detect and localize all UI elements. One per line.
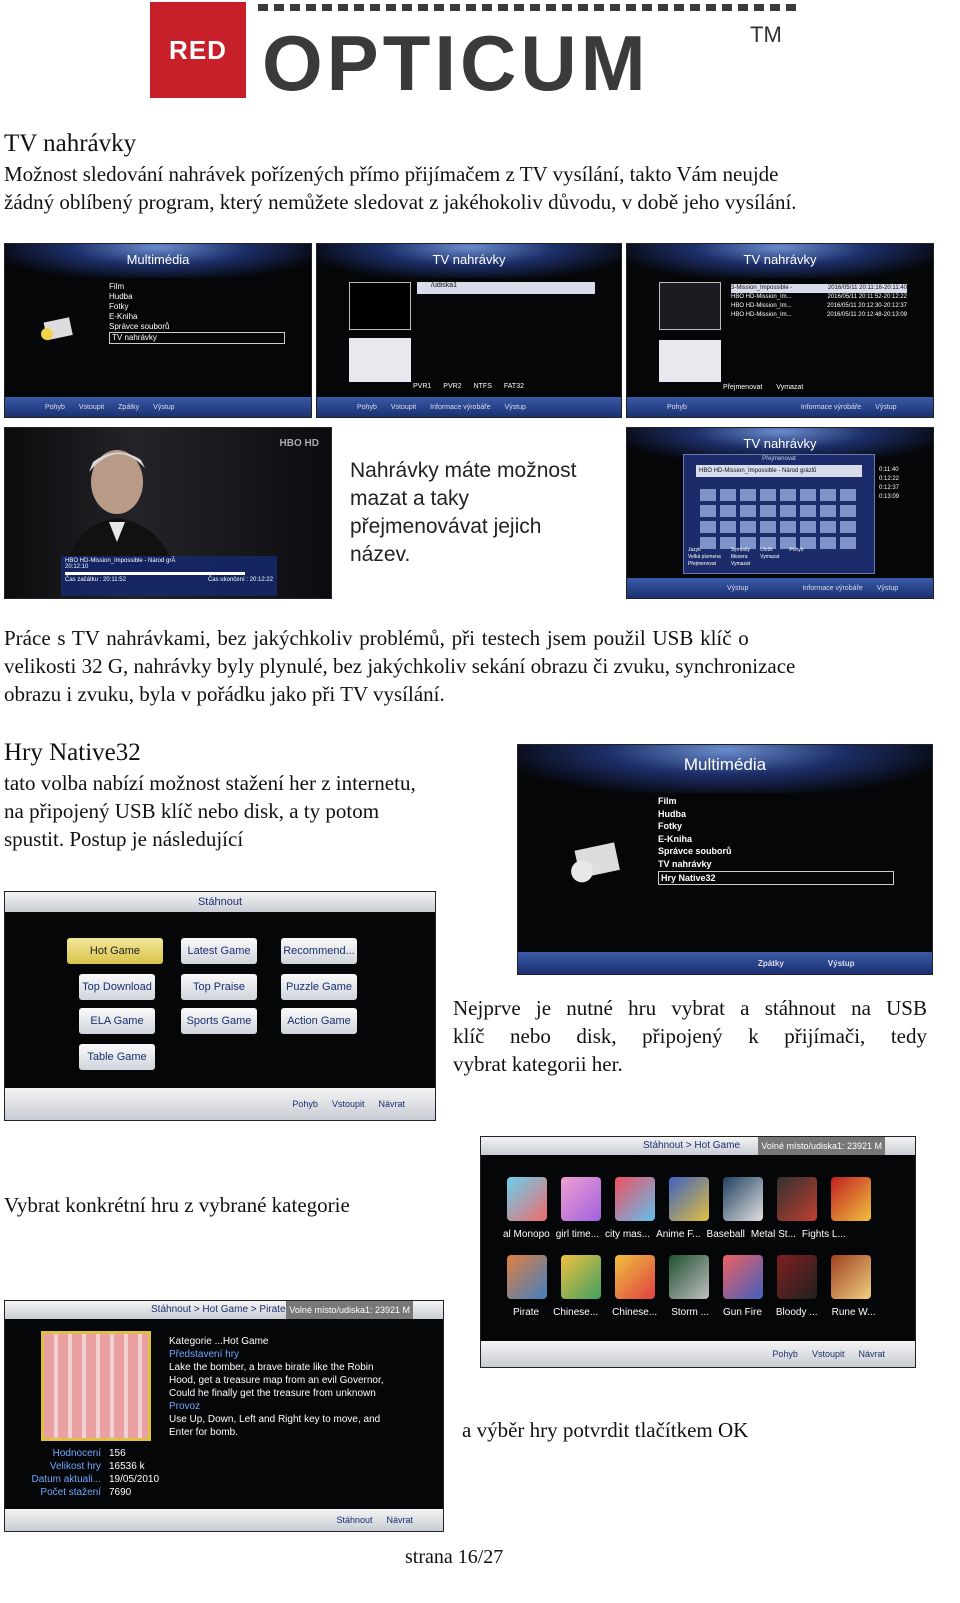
section-text-line: žádný oblíbený program, který nemůžete sledovat z jakéhokoliv důvodu, v době jeho vysílání. — [4, 190, 797, 214]
screen-title: Multimédia — [518, 745, 932, 793]
game-thumb[interactable] — [723, 1255, 763, 1299]
menu-item-file-manager[interactable]: Správce souborů — [658, 846, 732, 857]
caption-confirm-ok: a výběr hry potvrdit tlačítkem OK — [462, 1418, 749, 1442]
hint-exit: Výstup — [876, 584, 899, 592]
intro-label: Představení hry — [169, 1349, 240, 1360]
game-category: Kategorie ...Hot Game — [169, 1336, 269, 1347]
end-time: Čas ukončení : 20:12:22 — [207, 577, 273, 583]
category-sports-game[interactable]: Sports Game — [181, 1008, 257, 1034]
rename-field[interactable]: HBO HD-Mission_Impossible - Národ grázlů — [696, 465, 862, 477]
folder-name: /udiska1 — [431, 282, 458, 289]
category-action-game[interactable]: Action Game — [281, 1008, 357, 1034]
screenshot-download-categories — [4, 891, 436, 1121]
free-space: Volné místo/udiska1: 23921 M — [758, 1137, 885, 1155]
screen-title: Stáhnout — [5, 892, 435, 912]
menu-list — [658, 795, 894, 885]
preview-box — [659, 282, 721, 330]
hint-exit: Výstup — [504, 403, 526, 411]
category-top-download[interactable]: Top Download — [79, 974, 155, 1000]
menu-item-ebook[interactable]: E-Kniha — [109, 312, 138, 321]
hint-enter: Vstoupit — [78, 403, 105, 411]
menu-item-music[interactable]: Hudba — [658, 808, 686, 819]
recording-list — [731, 284, 907, 320]
logo-trademark: TM — [750, 22, 782, 47]
keyboard-grid[interactable] — [700, 489, 856, 549]
game-thumb[interactable] — [669, 1255, 709, 1299]
screenshot-multimedia-games — [517, 744, 933, 975]
hint-move: Pohyb — [357, 403, 377, 411]
logo-dot-pattern — [258, 4, 796, 11]
game-screenshot — [41, 1331, 151, 1441]
screen-title: TV nahrávky — [627, 428, 933, 462]
game-thumb[interactable] — [561, 1177, 601, 1221]
folder-row[interactable] — [417, 282, 595, 294]
screenshot-tv-recordings-folder — [316, 243, 622, 418]
category-hot-game[interactable]: Hot Game — [67, 938, 163, 964]
recording-row[interactable]: HBO HD-Mission_Im... 2016/05/11 20:12:48-20:13:09 — [731, 312, 907, 318]
category-puzzle-game[interactable]: Puzzle Game — [281, 974, 357, 1000]
menu-item-music[interactable]: Hudba — [109, 292, 133, 301]
program-title: HBO HD-Mission_Impossible - Národ grÃ — [65, 558, 176, 564]
screen-header — [481, 1137, 915, 1155]
screen-title: TV nahrávky — [317, 244, 621, 278]
screen-footer — [317, 397, 621, 417]
logo-badge: RED — [150, 2, 246, 98]
recording-row[interactable]: HBO HD-Mission_Im... 2016/05/11 20:12:30-20:12:37 — [731, 303, 907, 309]
hint-return: Návrat — [386, 1515, 413, 1525]
game-thumb[interactable] — [507, 1177, 547, 1221]
hint-exit: Výstup — [153, 403, 175, 411]
elapsed-time: 20:12:10 — [65, 564, 89, 570]
hint-info: Informace výrobáře — [430, 403, 491, 411]
section-heading-tv-recordings: TV nahrávky — [4, 130, 137, 157]
section-text-line: tato volba nabízí možnost stažení her z internetu, — [4, 771, 416, 795]
caption-select-game: Vybrat konkrétní hru z vybrané kategorie — [4, 1193, 350, 1217]
game-thumb[interactable] — [615, 1177, 655, 1221]
legend-pvr1: PVR1 — [413, 383, 432, 390]
category-recommend[interactable]: Recommend... — [281, 938, 357, 964]
logo-wordmark: OPTICUM — [262, 19, 650, 107]
screen-footer — [518, 952, 932, 974]
section-text-line: spustit. Postup je následující — [4, 827, 244, 851]
game-info: Kategorie ...Hot Game Představení hry Lake the bomber, a brave birate like the Robin Hood, get a treasure map from an evil Governor, Could he finally get the treasure from unknown Provoz Use Up, Down, Left and Right key to move, and Enter for bomb. — [169, 1336, 384, 1438]
game-thumb[interactable] — [723, 1177, 763, 1221]
menu-item-tv-recordings[interactable]: TV nahrávky — [109, 332, 285, 344]
start-time: Čas začátku : 20:11:52 — [65, 577, 126, 583]
section-heading-games: Hry Native32 — [4, 739, 141, 766]
preview-box — [349, 282, 411, 330]
info-box — [659, 340, 721, 382]
caption-rename-delete: Nahrávky máte možnost mazat a taky přejmenovávat jejich název. — [350, 459, 577, 566]
screen-title: Multimédia — [5, 244, 311, 278]
hint-exit: Výstup — [727, 584, 749, 592]
game-thumb[interactable] — [831, 1255, 871, 1299]
hint-enter: Vstoupit — [331, 1099, 365, 1109]
hint-exit: Výstup — [827, 958, 855, 968]
screen-title: TV nahrávky — [627, 244, 933, 278]
hint-move: Pohyb — [667, 403, 687, 411]
menu-item-file-manager[interactable]: Správce souborů — [109, 322, 170, 331]
screenshot-game-list — [480, 1136, 916, 1368]
legend-fat32: FAT32 — [503, 383, 524, 390]
legend-pvr2: PVR2 — [443, 383, 462, 390]
breadcrumb: Stáhnout > Hot Game > Pirate — [151, 1304, 286, 1315]
page-number: strana 16/27 — [405, 1546, 504, 1568]
section-text-line: na připojený USB klíč nebo disk, a ty potom — [4, 799, 380, 823]
menu-item-film[interactable]: Film — [109, 282, 125, 291]
screen-footer — [481, 1341, 915, 1367]
category-top-praise[interactable]: Top Praise — [181, 974, 257, 1000]
free-space: Volné místo/udiska1: 23921 M — [286, 1301, 413, 1319]
action-legend — [723, 384, 803, 391]
legend-delete: Vymazat — [776, 384, 804, 391]
control-label: Provoz — [169, 1401, 201, 1412]
screenshot-rename-keyboard — [626, 427, 934, 599]
progress-bar[interactable] — [65, 572, 245, 575]
key-legend: Jazyk Symboly Uložit Pohyb Velká písmena Mezera Vymazat Přejmenovat Vymazat — [688, 547, 804, 567]
section-text-line: Práce s TV nahrávkami, bez jakýchkoliv problémů, při testech jsem použil USB klíč o — [4, 626, 749, 650]
menu-item-ebook[interactable]: E-Kniha — [658, 833, 693, 844]
screen-footer — [5, 1088, 435, 1120]
section-text-line: obrazu i zvuku, byla v pořádku jako při TV vysílání. — [4, 682, 445, 706]
breadcrumb: Stáhnout > Hot Game — [643, 1140, 741, 1151]
keyboard-panel — [683, 454, 875, 574]
film-reel-icon — [564, 831, 628, 887]
menu-item-film[interactable]: Film — [658, 796, 677, 806]
screen-footer — [5, 397, 311, 417]
screen-footer — [5, 1509, 443, 1531]
menu-item-photos[interactable]: Fotky — [658, 821, 683, 832]
time-column: 0:11:40 0:12:22 0:12:37 0:13:09 — [879, 467, 900, 500]
menu-item-photos[interactable]: Fotky — [109, 302, 129, 311]
hint-enter: Vstoupit — [390, 403, 417, 411]
game-row — [507, 1255, 871, 1299]
panel-subtitle: Přejmenovat — [762, 456, 796, 462]
game-thumb[interactable] — [669, 1177, 709, 1221]
game-labels-row: Pirate Chinese... Chinese... Storm ... Gun Fire Bloody ... Rune W... — [513, 1307, 876, 1318]
storage-legend — [413, 383, 524, 390]
screenshot-multimedia-menu — [4, 243, 312, 418]
caption-select-category: Nejprve je nutné hru vybrat a stáhnout na USB klíč nebo disk, připojený k přijímači, tedy vybrat kategorii her. — [453, 996, 927, 1076]
playback-osd — [61, 556, 277, 596]
person-silhouette — [65, 438, 195, 570]
hint-move: Pohyb — [45, 403, 65, 411]
film-reel-icon — [37, 308, 77, 344]
screenshot-tv-recordings-list — [626, 243, 934, 418]
hint-download: Stáhnout — [336, 1515, 373, 1525]
info-box — [349, 338, 411, 382]
hint-enter: Vstoupit — [811, 1349, 845, 1359]
section-text-line: Možnost sledování nahrávek pořízených přímo přijímačem z TV vysílání, takto Vám neujde — [4, 162, 779, 186]
screenshot-playback — [4, 427, 332, 599]
game-thumb[interactable] — [777, 1177, 817, 1221]
hint-move: Pohyb — [772, 1349, 798, 1359]
game-stats: Hodnocení 156 Velikost hry 16536 k Datum aktuali... 19/05/2010 Počet stažení 7690 — [31, 1448, 160, 1498]
game-thumb[interactable] — [777, 1255, 817, 1299]
legend-ntfs: NTFS — [473, 383, 492, 390]
hint-info: Informace výrobáře — [800, 403, 862, 411]
menu-item-games-native32[interactable]: Hry Native32 — [658, 871, 894, 886]
screenshot-game-details — [4, 1300, 444, 1532]
section-text-line: velikosti 32 G, nahrávky byly plynulé, bez jakýchkoliv sekání obrazu či zvuku, synchronizace — [4, 654, 796, 678]
screen-header — [5, 1301, 443, 1319]
hint-return: Návrat — [858, 1349, 885, 1359]
category-latest-game[interactable]: Latest Game — [181, 938, 257, 964]
recording-row[interactable]: 3-Mission_Impossible - 2016/05/11 20:11:16-20:11:40 — [731, 285, 907, 291]
category-table-game[interactable]: Table Game — [79, 1044, 155, 1070]
logo — [150, 2, 790, 107]
recording-row[interactable]: HBO HD-Mission_Im... 2016/05/11 20:11:52-20:12:22 — [731, 294, 907, 300]
game-thumb[interactable] — [831, 1177, 871, 1221]
menu-item-tv-recordings[interactable]: TV nahrávky — [658, 858, 712, 869]
hint-return: Návrat — [378, 1099, 405, 1109]
game-labels-row: al Monopo girl time... city mas... Anime F... Baseball Metal St... Fights L... — [503, 1229, 846, 1240]
hint-back: Zpátky — [118, 403, 140, 411]
hint-info: Informace výrobáře — [802, 584, 863, 592]
hint-back: Zpátky — [758, 958, 784, 968]
screen-footer — [627, 578, 933, 598]
channel-logo: HBO HD — [279, 438, 319, 449]
game-thumb[interactable] — [507, 1255, 547, 1299]
menu-list — [109, 282, 285, 344]
hint-move: Pohyb — [292, 1099, 318, 1109]
game-row — [507, 1177, 871, 1221]
hint-exit: Výstup — [875, 403, 897, 411]
screen-footer — [627, 397, 933, 417]
category-ela-game[interactable]: ELA Game — [79, 1008, 155, 1034]
legend-rename: Přejmenovat — [723, 384, 763, 391]
game-thumb[interactable] — [561, 1255, 601, 1299]
game-thumb[interactable] — [615, 1255, 655, 1299]
